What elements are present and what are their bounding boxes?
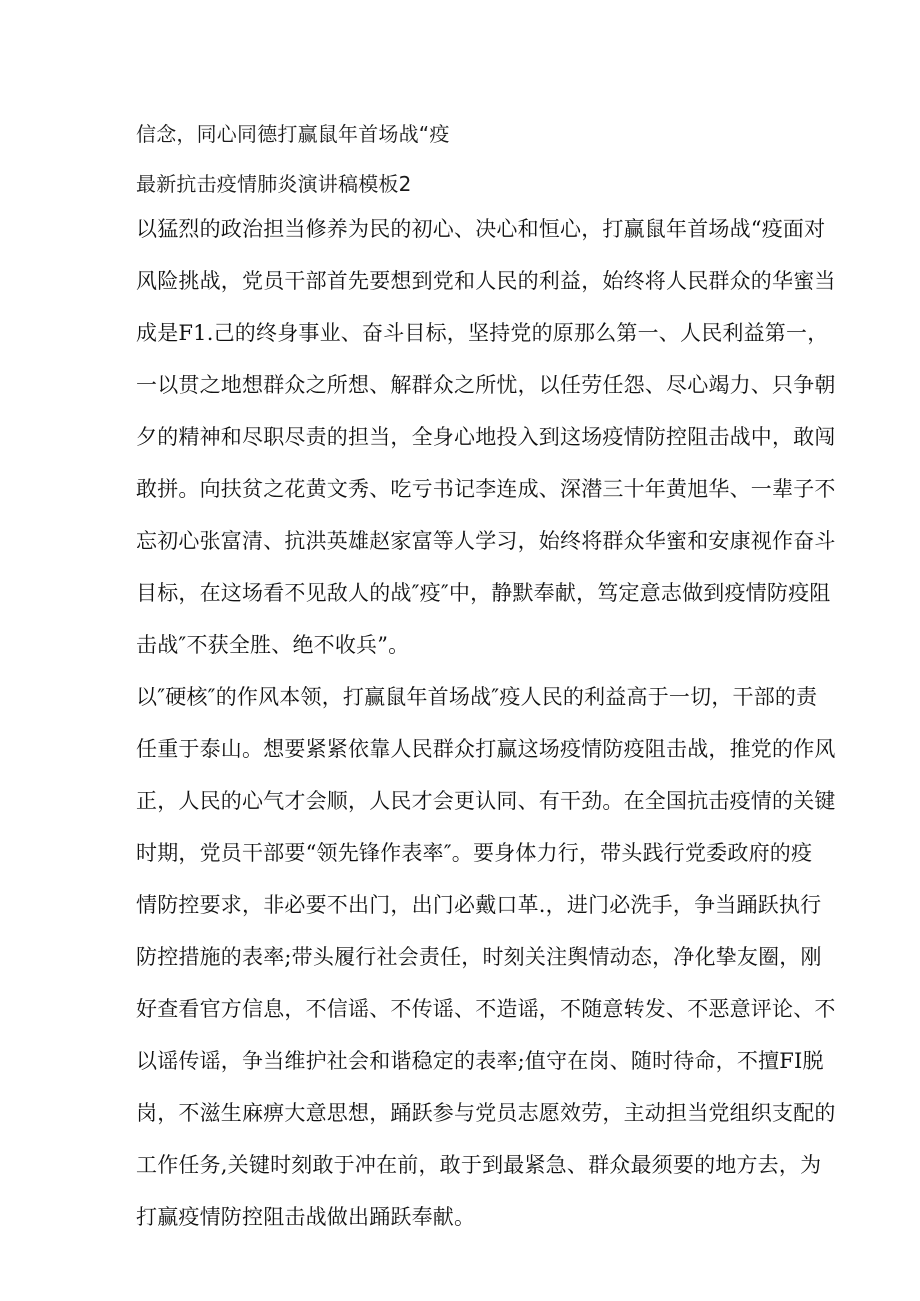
- paragraph-2-line-5: 情防控要求，非必要不出门，出门必戴口革.，进门必洗手，争当踊跃执行: [136, 893, 822, 917]
- paragraph-1-line-8: 目标，在这场看不见敌人的战″疫″中，静默奉献，笃定意志做到疫情防疫阻: [136, 581, 831, 605]
- paragraph-1-line-7: 忘初心张富清、抗洪英雄赵家富等人学习，始终将群众华蜜和安康视作奋斗: [136, 529, 836, 553]
- paragraph-2-line-2: 任重于泰山。想要紧紧依靠人民群众打赢这场疫情防疫阻击战，推党的作风: [136, 737, 836, 761]
- paragraph-1-line-2: 风险挑战，党员干部首先要想到党和人民的利益，始终将人民群众的华蜜当: [136, 269, 836, 293]
- paragraph-2-line-7: 好查看官方信息，不信谣、不传谣、不造谣，不随意转发、不恶意评论、不: [136, 997, 836, 1021]
- paragraph-2-line-6: 防控措施的表率;带头履行社会责任，时刻关注舆情动态，净化挚友圈，刚: [136, 945, 822, 969]
- paragraph-1-line-4: 一以贯之地想群众之所想、解群众之所忧，以任劳任怨、尽心竭力、只争朝: [136, 373, 836, 397]
- paragraph-2-line-9: 岗，不滋生麻痹大意思想，踊跃参与党员志愿效劳，主动担当党组织支配的: [136, 1101, 836, 1125]
- paragraph-2-line-4: 时期，党员干部要“领先锋作表率″。要身体力行，带头践行党委政府的疫: [136, 841, 813, 865]
- paragraph-2-line-10: 工作任务,关键时刻敢于冲在前，敢于到最紧急、群众最须要的地方去，为: [136, 1153, 822, 1177]
- paragraph-2-line-3: 正，人民的心气才会顺，人民才会更认同、有干劲。在全国抗击疫情的关键: [136, 789, 836, 813]
- paragraph-2-line-11: 打赢疫情防控阻击战做出踊跃奉献。: [136, 1205, 476, 1229]
- paragraph-1-line-1: 以猛烈的政治担当修养为民的初心、决心和恒心，打赢鼠年首场战“疫面对: [136, 217, 826, 241]
- paragraph-2-line-8: 以谣传谣，争当维护社会和谐稳定的表率;值守在岗、随时待命，不擅FI脱: [136, 1049, 824, 1073]
- paragraph-1-line-6: 敢拼。向扶贫之花黄文秀、吃亏书记李连成、深潜三十年黄旭华、一辈子不: [136, 477, 836, 501]
- paragraph-1-line-5: 夕的精神和尽职尽责的担当，全身心地投入到这场疫情防控阻击战中，敢闯: [136, 425, 836, 449]
- paragraph-2-line-1: 以″硬核″的作风本领，打赢鼠年首场战″疫人民的利益高于一切，干部的责: [136, 685, 818, 709]
- paragraph-1-line-9: 击战″不获全胜、绝不收兵”。: [136, 633, 410, 657]
- document-title: 最新抗击疫情肺炎演讲稿模板2: [136, 172, 412, 196]
- continued-heading-line: 信念，同心同德打赢鼠年首场战“疫: [136, 122, 450, 146]
- paragraph-1-line-3: 成是F1.己的终身事业、奋斗目标，坚持党的原那么第一、人民利益第一，: [136, 321, 829, 345]
